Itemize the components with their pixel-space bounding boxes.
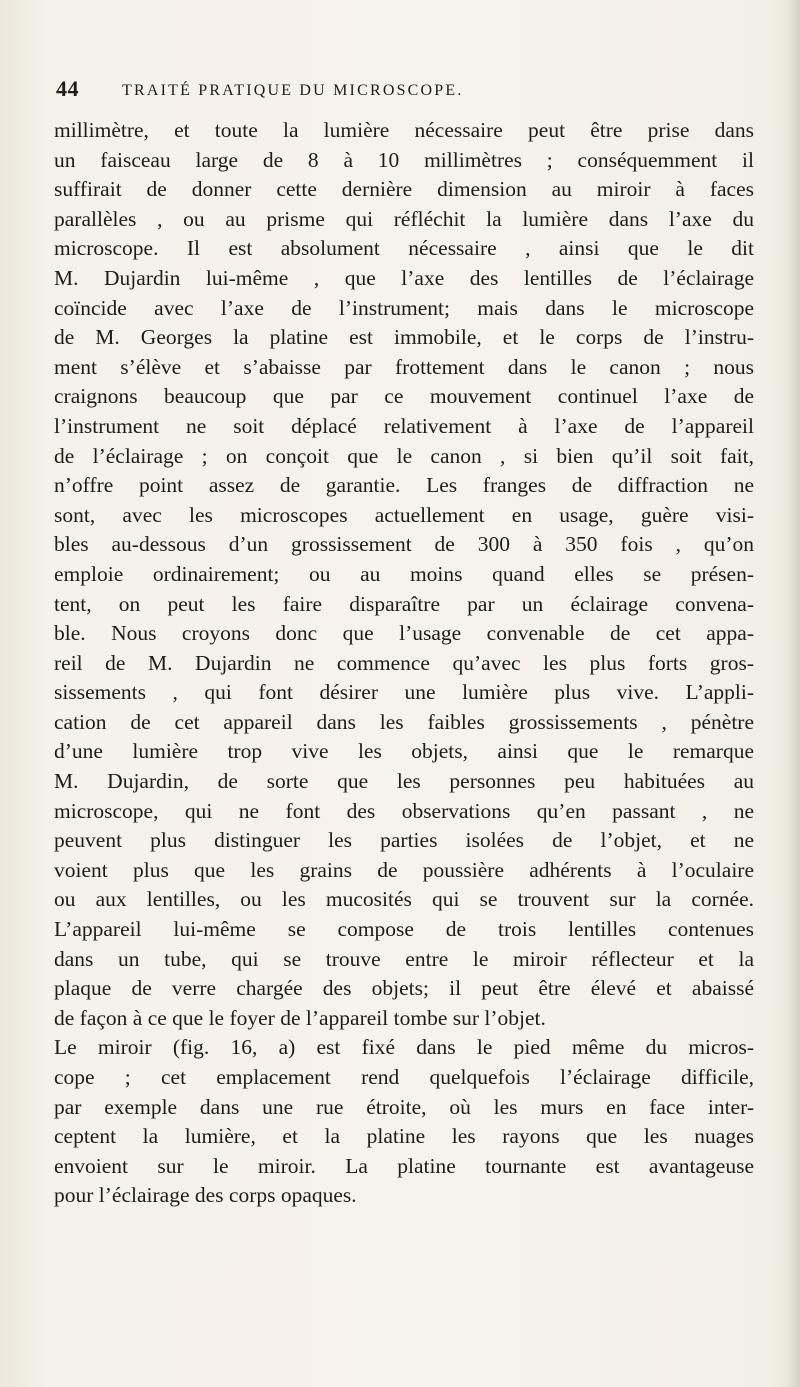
text-line: Le miroir (fig. 16, a) est fixé dans le pied même du micros- [54, 1035, 754, 1060]
text-line: de l’éclairage ; on conçoit que le canon , si bien qu’il soit fait, [54, 443, 754, 468]
text-line: craignons beaucoup que par ce mouvement continuel l’axe de [54, 384, 754, 409]
text-line: voient plus que les grains de poussière adhérents à l’oculaire [54, 857, 754, 882]
text-line: sont, avec les microscopes actuellement en usage, guère visi- [54, 502, 754, 527]
text-line: pour l’éclairage des corps opaques. [54, 1183, 357, 1208]
text-line: microscope, qui ne font des observations qu’en passant , ne [54, 798, 754, 823]
text-line: reil de M. Dujardin ne commence qu’avec les plus forts gros- [54, 650, 754, 675]
text-line: M. Dujardin lui-même , que l’axe des lentilles de l’éclairage [54, 265, 754, 290]
text-line: suffirait de donner cette dernière dimension au miroir à faces [54, 177, 754, 202]
text-line: par exemple dans une rue étroite, où les murs en face inter- [54, 1094, 754, 1119]
text-line: sissements , qui font désirer une lumière plus vive. L’appli- [54, 680, 754, 705]
text-line: peuvent plus distinguer les parties isolées de l’objet, et ne [54, 828, 754, 853]
running-title: TRAITÉ PRATIQUE DU MICROSCOPE. [122, 82, 464, 99]
text-line: ble. Nous croyons donc que l’usage convenable de cet appa- [54, 621, 754, 646]
text-line: coïncide avec l’axe de l’instrument; mais dans le microscope [54, 295, 754, 320]
page-number: 44 [56, 76, 79, 101]
text-line: de façon à ce que le foyer de l’appareil tombe sur l’objet. [54, 1005, 546, 1030]
text-line: microscope. Il est absolument nécessaire , ainsi que le dit [54, 236, 754, 261]
text-line: n’offre point assez de garantie. Les franges de diffraction ne [54, 473, 754, 498]
text-line: ceptent la lumière, et la platine les rayons que les nuages [54, 1124, 754, 1149]
text-line: emploie ordinairement; ou au moins quand elles se présen- [54, 561, 754, 586]
page-header [56, 74, 766, 106]
text-line: un faisceau large de 8 à 10 millimètres ; conséquemment il [54, 147, 754, 172]
text-line: d’une lumière trop vive les objets, ainsi que le remarque [54, 739, 754, 764]
text-line: ou aux lentilles, ou les mucosités qui se trouvent sur la cornée. [54, 887, 754, 912]
text-line: plaque de verre chargée des objets; il peut être élevé et abaissé [54, 976, 754, 1001]
page-edge-shadow [786, 0, 800, 1387]
text-line: de M. Georges la platine est immobile, et le corps de l’instru- [54, 325, 754, 350]
text-line: cation de cet appareil dans les faibles grossissements , pénètre [54, 709, 754, 734]
text-line: dans un tube, qui se trouve entre le miroir réflecteur et la [54, 946, 754, 971]
text-line: L’appareil lui-même se compose de trois lentilles contenues [54, 917, 754, 942]
text-line: envoient sur le miroir. La platine tournante est avantageuse [54, 1153, 754, 1178]
text-line: cope ; cet emplacement rend quelquefois l’éclairage difficile, [54, 1065, 754, 1089]
text-line: tent, on peut les faire disparaître par un éclairage convena- [54, 591, 754, 616]
text-line: M. Dujardin, de sorte que les personnes peu habituées au [54, 769, 754, 794]
body-text [54, 116, 754, 1211]
text-line: l’instrument ne soit déplacé relativement à l’axe de l’appareil [54, 413, 754, 438]
text-line: millimètre, et toute la lumière nécessaire peut être prise dans [54, 118, 754, 142]
text-line: bles au-dessous d’un grossissement de 300 à 350 fois , qu’on [54, 532, 754, 557]
text-line: ment s’élève et s’abaisse par frottement dans le canon ; nous [54, 354, 754, 379]
text-line: parallèles , ou au prisme qui réfléchit la lumière dans l’axe du [54, 206, 754, 231]
